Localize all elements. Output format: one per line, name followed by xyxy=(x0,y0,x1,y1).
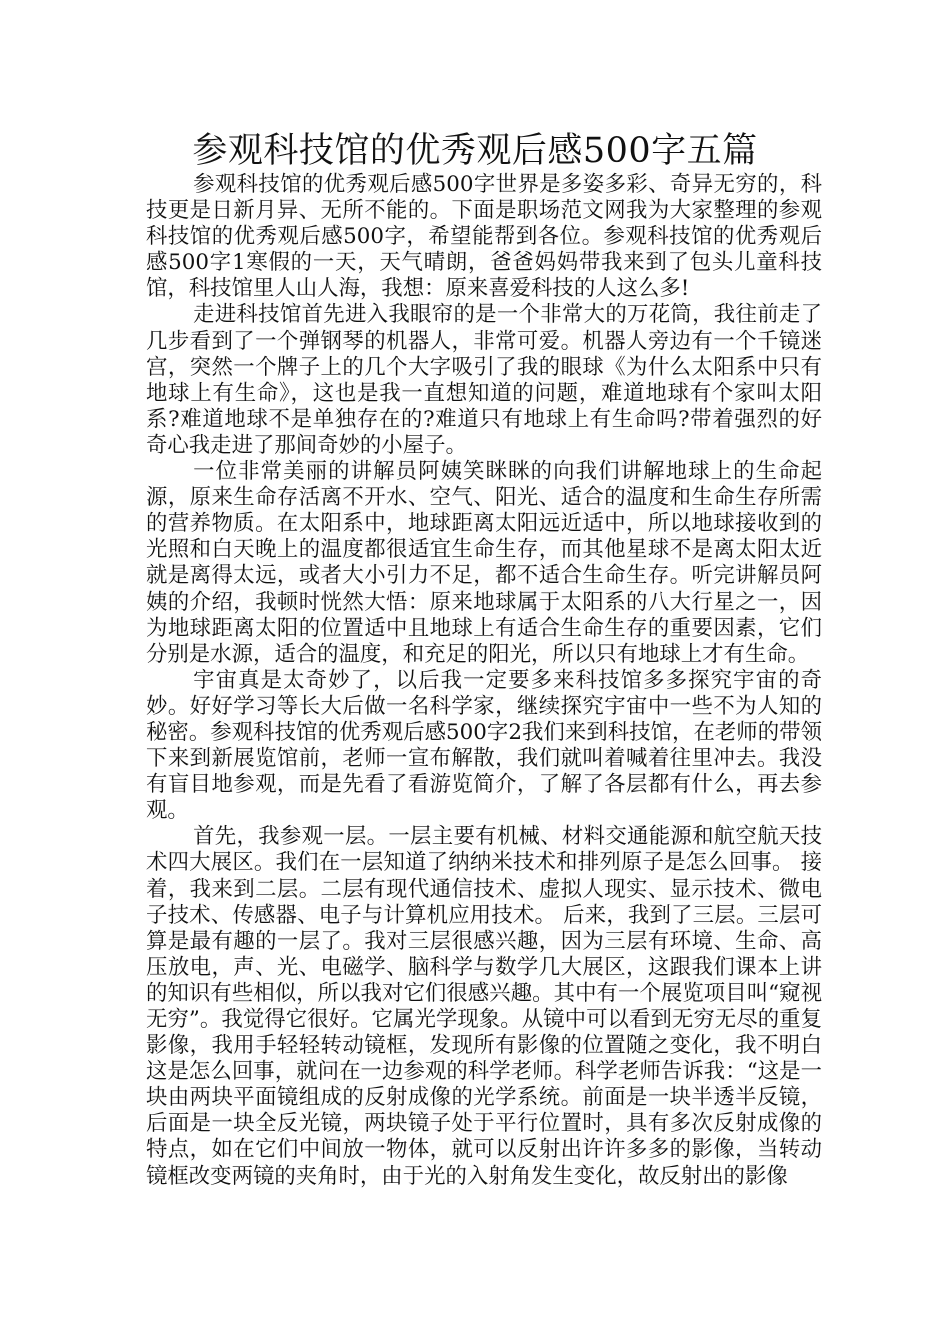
paragraph: 参观科技馆的优秀观后感500字世界是多姿多彩、奇异无穷的，科技更是日新月异、无所不能的。下面是职场范文网我为大家整理的参观科技馆的优秀观后感500字，希望能帮到各位。参观科技馆的优秀观后感500字1寒假的一天，天气晴朗，爸爸妈妈带我来到了包头儿童科技馆，科技馆里人山人海，我想：原来喜爱科技的人这么多! xyxy=(146,172,822,302)
paragraph: 首先，我参观一层。一层主要有机械、材料交通能源和航空航天技术四大展区。我们在一层知道了纳纳米技术和排列原子是怎么回事。 接着，我来到二层。二层有现代通信技术、虚拟人现实、显示技术、微电子技术、传感器、电子与计算机应用技术。 后来，我到了三层。三层可算是最有趣的一层了。我对三层很感兴趣，因为三层有环境、生命、高压放电，声、光、电磁学、脑科学与数学几大展区，这跟我们课本上讲的知识有些相似，所以我对它们很感兴趣。其中有一个展览项目叫“窥视无穷”。我觉得它很好。它属光学现象。从镜中可以看到无穷无尽的重复影像，我用手轻轻转动镜框，发现所有影像的位置随之变化，我不明白这是怎么回事，就问在一边参观的科学老师。科学老师告诉我：“这是一块由两块平面镜组成的反射成像的光学系统。前面是一块半透半反镜，后面是一块全反光镜，两块镜子处于平行位置时，具有多次反射成像的特点，如在它们中间放一物体，就可以反射出许许多多的影像，当转动镜框改变两镜的夹角时，由于光的入射角发生变化，故反射出的影像 xyxy=(146,824,822,1189)
document-body xyxy=(146,172,822,1190)
paragraph: 走进科技馆首先进入我眼帘的是一个非常大的万花筒，我往前走了几步看到了一个弹钢琴的机器人，非常可爱。机器人旁边有一个千镜迷宫，突然一个牌子上的几个大字吸引了我的眼球《为什么太阳系中只有地球上有生命》，这也是我一直想知道的问题，难道地球有个家叫太阳系?难道地球不是单独存在的?难道只有地球上有生命吗?带着强烈的好奇心我走进了那间奇妙的小屋子。 xyxy=(146,302,822,458)
page-title: 参观科技馆的优秀观后感500字五篇 xyxy=(192,131,758,171)
paragraph: 宇宙真是太奇妙了，以后我一定要多来科技馆多多探究宇宙的奇妙。好好学习等长大后做一名科学家，继续探究宇宙中一些不为人知的秘密。参观科技馆的优秀观后感500字2我们来到科技馆，在老师的带领下来到新展览馆前，老师一宣布解散，我们就叫着喊着往里冲去。我没有盲目地参观，而是先看了看游览简介，了解了各层都有什么，再去参观。 xyxy=(146,667,822,824)
paragraph: 一位非常美丽的讲解员阿姨笑眯眯的向我们讲解地球上的生命起源，原来生命存活离不开水、空气、阳光、适合的温度和生命生存所需的营养物质。在太阳系中，地球距离太阳远近适中，所以地球接收到的光照和白天晚上的温度都很适宜生命生存，而其他星球不是离太阳太近就是离得太远，或者大小引力不足，都不适合生命生存。听完讲解员阿姨的介绍，我顿时恍然大悟：原来地球属于太阳系的八大行星之一，因为地球距离太阳的位置适中且地球上有适合生命生存的重要因素，它们分别是水源，适合的温度，和充足的阳光，所以只有地球上才有生命。 xyxy=(146,459,822,667)
